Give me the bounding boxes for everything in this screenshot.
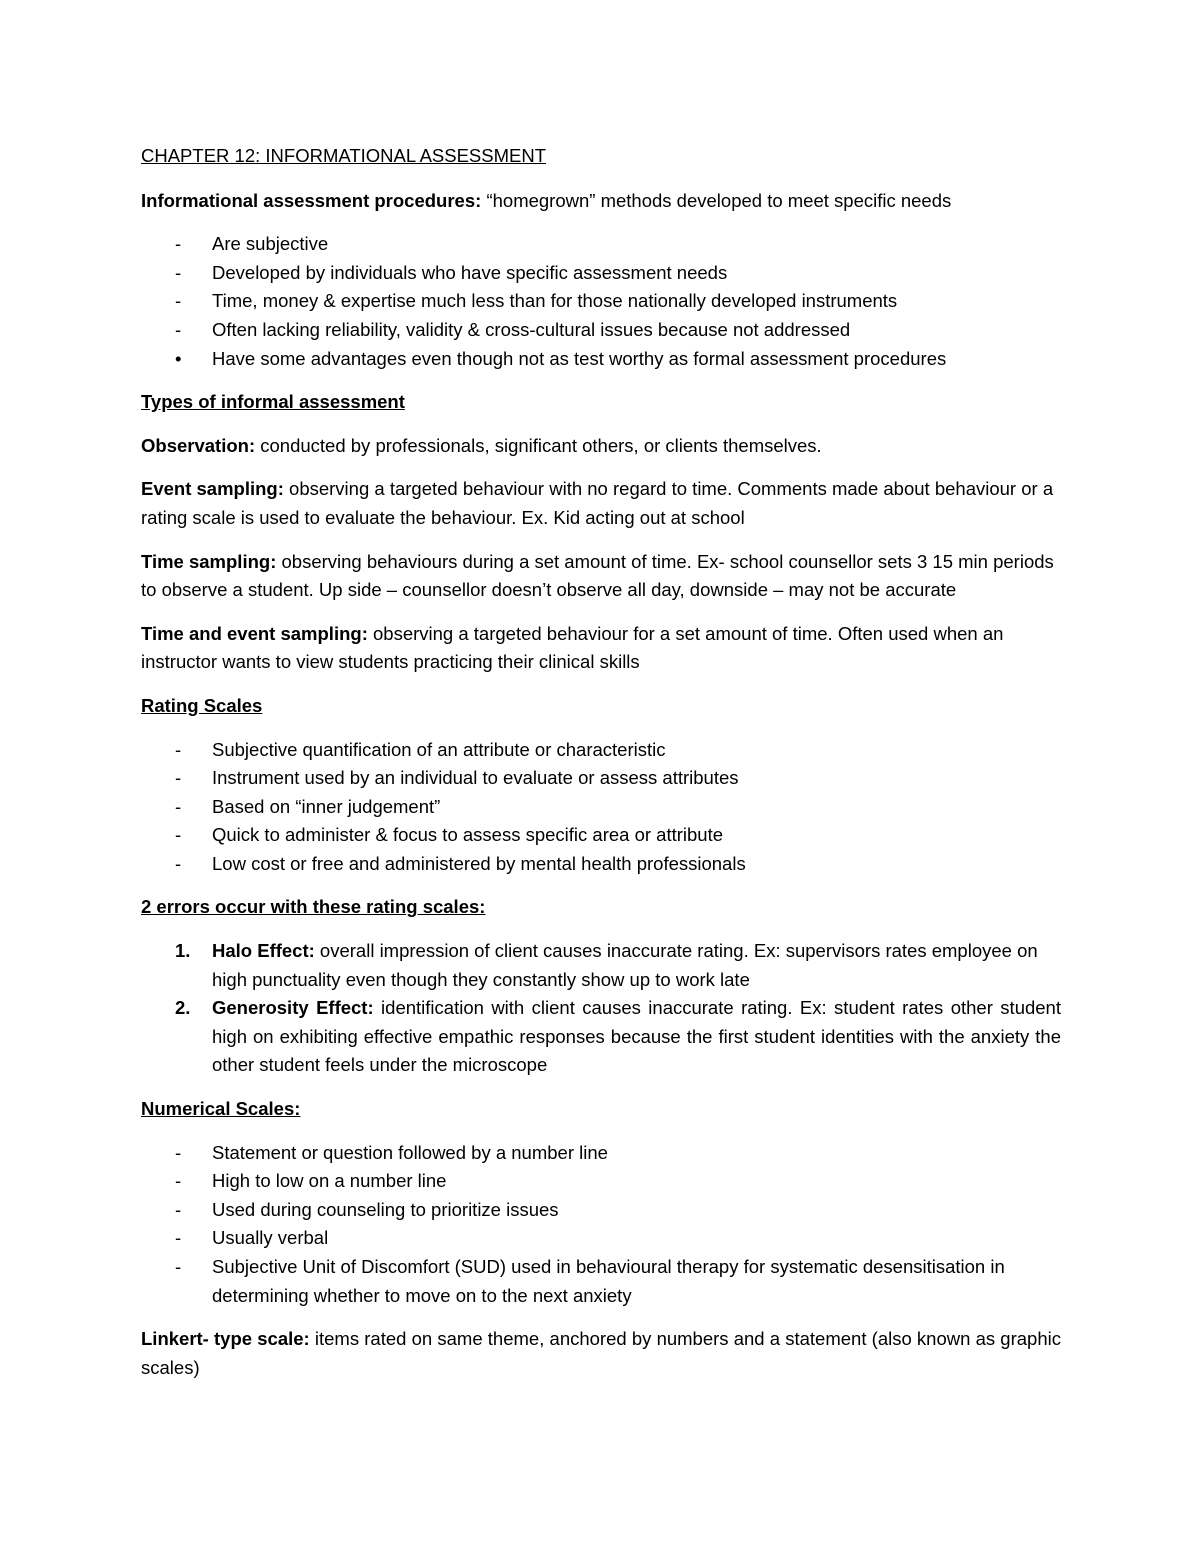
list-item-text: High to low on a number line: [212, 1170, 447, 1192]
list-item-text: Time, money & expertise much less than for those nationally developed instruments: [212, 290, 898, 312]
list-item: [141, 1224, 1061, 1253]
list-item-text: Subjective Unit of Discomfort (SUD) used in behavioural therapy for systematic desensitisation in determining whether to move on to the next anxiety: [212, 1256, 1005, 1306]
rating-scales-heading: Rating Scales: [141, 694, 263, 716]
number-marker: 1.: [175, 940, 191, 962]
likert-paragraph: [141, 1325, 1061, 1382]
time-event-sampling-text: observing a targeted behaviour for a set amount of time. Often used when an instructor wants to view students practicing their clinical skills: [141, 622, 1004, 673]
list-item: [141, 793, 1061, 822]
list-item-text: Statement or question followed by a number line: [212, 1141, 608, 1163]
list-item: [141, 1167, 1061, 1196]
errors-list: [141, 937, 1061, 1080]
likert-term: Linkert- type scale:: [141, 1328, 310, 1350]
list-item-text: Developed by individuals who have specific assessment needs: [212, 261, 728, 283]
bullet-marker: •: [175, 347, 182, 369]
number-marker: 2.: [175, 997, 191, 1019]
document-page: [141, 142, 1061, 1397]
intro-list: [141, 230, 1061, 373]
list-item-text: identification with client causes inaccurate rating. Ex: student rates other student high on exhibiting effective empathic responses because the first student identities with the anxiety the other student feels under the microscope: [212, 997, 1061, 1076]
list-item: [141, 821, 1061, 850]
generosity-effect-term: Generosity Effect:: [212, 997, 374, 1019]
dash-marker: -: [175, 767, 182, 789]
dash-marker: -: [175, 1170, 182, 1192]
list-item-text: Based on “inner judgement”: [212, 795, 441, 817]
list-item-text: Often lacking reliability, validity & cross-cultural issues because not addressed: [212, 318, 851, 340]
dash-marker: -: [175, 1256, 182, 1277]
numerical-scales-heading: Numerical Scales:: [141, 1098, 301, 1120]
intro-paragraph: [141, 187, 1061, 216]
list-item-text: overall impression of client causes inaccurate rating. Ex: supervisors rates employee on high punctuality even though they constantly show up to work late: [212, 940, 1038, 990]
list-item: [141, 1253, 1061, 1310]
types-heading: Types of informal assessment: [141, 391, 405, 413]
list-item-text: Usually verbal: [212, 1227, 329, 1249]
list-item: [141, 287, 1061, 316]
dash-marker: -: [175, 852, 182, 874]
list-item: [141, 764, 1061, 793]
time-sampling-term: Time sampling:: [141, 550, 277, 572]
time-event-sampling-term: Time and event sampling:: [141, 622, 368, 644]
rating-scales-list: [141, 736, 1061, 879]
dash-marker: -: [175, 795, 182, 817]
dash-marker: -: [175, 261, 182, 283]
dash-marker: -: [175, 233, 182, 255]
intro-text: “homegrown” methods developed to meet specific needs: [481, 189, 952, 211]
numerical-scales-list: [141, 1139, 1061, 1311]
observation-term: Observation:: [141, 434, 256, 456]
time-sampling-paragraph: [141, 548, 1061, 605]
list-item: [141, 259, 1061, 288]
dash-marker: -: [175, 290, 182, 312]
list-item: [141, 316, 1061, 345]
list-item-text: Low cost or free and administered by mental health professionals: [212, 852, 746, 874]
list-item-text: Used during counseling to prioritize issues: [212, 1198, 559, 1220]
list-item: [141, 937, 1061, 994]
event-sampling-term: Event sampling:: [141, 478, 284, 500]
halo-effect-term: Halo Effect:: [212, 940, 315, 962]
likert-text: items rated on same theme, anchored by numbers and a statement (also known as graphic scales): [141, 1328, 1061, 1378]
errors-heading: 2 errors occur with these rating scales:: [141, 896, 486, 918]
observation-text: conducted by professionals, significant others, or clients themselves.: [255, 434, 822, 456]
list-item-text: Quick to administer & focus to assess specific area or attribute: [212, 824, 724, 846]
chapter-title: CHAPTER 12: INFORMATIONAL ASSESSMENT: [141, 145, 547, 166]
list-item: [141, 1196, 1061, 1225]
dash-marker: -: [175, 824, 182, 846]
list-item-text: Are subjective: [212, 233, 329, 255]
dash-marker: -: [175, 318, 182, 340]
intro-term: Informational assessment procedures:: [141, 189, 482, 211]
observation-paragraph: [141, 432, 1061, 461]
dash-marker: -: [175, 1198, 182, 1220]
list-item-text: Instrument used by an individual to evaluate or assess attributes: [212, 767, 739, 789]
list-item: [141, 345, 1061, 374]
dash-marker: -: [175, 1141, 182, 1163]
list-item: [141, 1139, 1061, 1168]
time-event-sampling-paragraph: [141, 620, 1061, 677]
list-item-text: Subjective quantification of an attribute or characteristic: [212, 738, 666, 760]
list-item-text: Have some advantages even though not as test worthy as formal assessment procedures: [212, 347, 947, 369]
dash-marker: -: [175, 1227, 182, 1249]
list-item: [141, 850, 1061, 879]
list-item: [141, 994, 1061, 1080]
list-item: [141, 230, 1061, 259]
dash-marker: -: [175, 738, 182, 760]
event-sampling-paragraph: [141, 475, 1061, 532]
list-item: [141, 736, 1061, 765]
event-sampling-text: observing a targeted behaviour with no regard to time. Comments made about behaviour or a rating scale is used to evaluate the behaviour. Ex. Kid acting out at school: [141, 478, 1054, 528]
time-sampling-text: observing behaviours during a set amount of time. Ex- school counsellor sets 3 15 min periods to observe a student. Up side – counsellor doesn’t observe all day, downside – may not be accurate: [141, 550, 1054, 601]
